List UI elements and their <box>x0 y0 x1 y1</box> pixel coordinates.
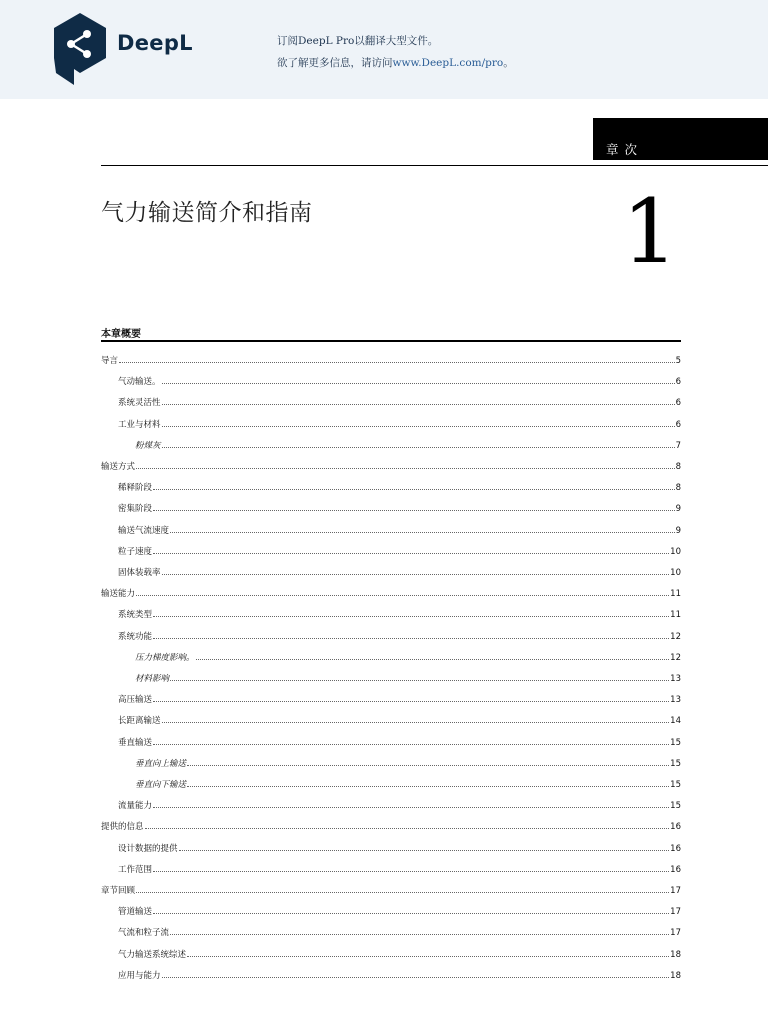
toc-entry[interactable] <box>135 437 681 451</box>
toc-entry-page: 16 <box>670 822 681 832</box>
toc-dot-leader <box>153 743 669 745</box>
promo-line-2-suffix: 。 <box>503 57 514 69</box>
toc-entry[interactable] <box>135 776 681 790</box>
toc-dot-leader <box>153 552 669 554</box>
toc-entry-page: 11 <box>670 610 681 620</box>
toc-dot-leader <box>187 955 669 957</box>
toc-entry-label: 粒子速度 <box>118 547 153 557</box>
toc-entry-label: 导言 <box>101 356 119 366</box>
toc-entry-label: 工作范围 <box>118 865 153 875</box>
toc-entry-label: 密集阶段 <box>118 504 153 514</box>
toc-entry-page: 11 <box>670 589 681 599</box>
toc-entry[interactable] <box>118 543 681 557</box>
toc-entry[interactable] <box>118 861 681 875</box>
toc-entry[interactable] <box>101 352 681 366</box>
toc-dot-leader <box>162 721 670 723</box>
toc-entry-page: 18 <box>670 950 681 960</box>
toc-entry[interactable] <box>118 946 681 960</box>
summary-rule <box>101 340 681 342</box>
toc-entry-page: 15 <box>670 738 681 748</box>
toc-entry-label: 高压输送 <box>118 695 153 705</box>
toc-dot-leader <box>145 827 670 829</box>
toc-entry[interactable] <box>135 755 681 769</box>
toc-dot-leader <box>162 446 675 448</box>
toc-dot-leader <box>196 658 670 660</box>
toc-entry[interactable] <box>135 649 681 663</box>
chapter-tab-label: 章次 <box>606 142 644 157</box>
toc-entry-label: 材料影响 <box>135 674 170 684</box>
toc-dot-leader <box>170 679 669 681</box>
toc-entry[interactable] <box>118 628 681 642</box>
toc-entry-label: 输送方式 <box>101 462 136 472</box>
toc-dot-leader <box>136 467 675 469</box>
toc-entry-label: 设计数据的提供 <box>118 844 178 854</box>
toc-entry[interactable] <box>101 458 681 472</box>
toc-dot-leader <box>153 615 669 617</box>
toc-entry-page: 6 <box>675 420 681 430</box>
toc-entry-label: 系统类型 <box>118 610 153 620</box>
toc-entry-page: 7 <box>675 441 681 451</box>
toc-entry[interactable] <box>118 564 681 578</box>
toc-dot-leader <box>153 700 669 702</box>
toc-entry-page: 15 <box>670 780 681 790</box>
toc-dot-leader <box>162 403 675 405</box>
toc-dot-leader <box>153 637 669 639</box>
toc-entry[interactable] <box>118 691 681 705</box>
toc-entry[interactable] <box>118 522 681 536</box>
toc-entry[interactable] <box>101 818 681 832</box>
toc-dot-leader <box>153 488 675 490</box>
toc-entry[interactable] <box>118 373 681 387</box>
toc-entry[interactable] <box>118 903 681 917</box>
toc-dot-leader <box>136 891 669 893</box>
toc-entry-label: 固体装载率 <box>118 568 161 578</box>
toc-entry-page: 15 <box>670 801 681 811</box>
toc-entry-label: 垂直向下输送 <box>135 780 187 790</box>
toc-entry[interactable] <box>118 416 681 430</box>
toc-entry-page: 17 <box>670 928 681 938</box>
toc-entry-label: 系统功能 <box>118 632 153 642</box>
toc-entry-page: 13 <box>670 695 681 705</box>
toc-entry-page: 17 <box>670 907 681 917</box>
toc-entry-label: 长距离输送 <box>118 716 161 726</box>
toc-entry[interactable] <box>101 882 681 896</box>
toc-entry-label: 提供的信息 <box>101 822 144 832</box>
toc-entry-page: 16 <box>670 865 681 875</box>
toc-dot-leader <box>153 509 675 511</box>
toc-entry-label: 工业与材料 <box>118 420 161 430</box>
header-rule <box>101 165 768 166</box>
toc-entry[interactable] <box>118 734 681 748</box>
deepl-wordmark: DeepL <box>117 31 193 55</box>
toc-entry-label: 管道输送 <box>118 907 153 917</box>
toc-entry-page: 13 <box>670 674 681 684</box>
toc-entry-page: 17 <box>670 886 681 896</box>
toc-entry[interactable] <box>118 479 681 493</box>
deepl-pro-link[interactable]: www.DeepL.com/pro <box>392 57 504 69</box>
toc-dot-leader <box>153 912 669 914</box>
toc-dot-leader <box>136 594 669 596</box>
toc-dot-leader <box>153 870 669 872</box>
toc-entry-page: 18 <box>670 971 681 981</box>
toc-entry-page: 12 <box>670 632 681 642</box>
toc-entry[interactable] <box>118 840 681 854</box>
toc-entry-page: 10 <box>670 547 681 557</box>
toc-dot-leader <box>162 425 675 427</box>
chapter-tab <box>593 118 768 160</box>
toc-entry[interactable] <box>118 797 681 811</box>
chapter-number: 1 <box>622 180 678 283</box>
toc-entry[interactable] <box>118 712 681 726</box>
toc-dot-leader <box>162 573 670 575</box>
toc-dot-leader <box>179 849 670 851</box>
toc-entry-label: 粉煤灰 <box>135 441 161 451</box>
toc-dot-leader <box>119 361 675 363</box>
toc-entry-page: 12 <box>670 653 681 663</box>
toc-entry-page: 16 <box>670 844 681 854</box>
toc-entry-page: 15 <box>670 759 681 769</box>
toc-dot-leader <box>170 933 669 935</box>
toc-entry-label: 气动输送。 <box>118 377 161 387</box>
toc-entry[interactable] <box>101 585 681 599</box>
toc-entry-label: 压力梯度影响。 <box>135 653 195 663</box>
toc-entry-label: 流量能力 <box>118 801 153 811</box>
toc-dot-leader <box>187 764 669 766</box>
summary-heading: 本章概要 <box>101 329 141 340</box>
chapter-title: 气力输送简介和指南 <box>101 200 313 226</box>
toc-entry-label: 稀释阶段 <box>118 483 153 493</box>
toc-entry-label: 系统灵活性 <box>118 398 161 408</box>
toc-entry-label: 垂直向上输送 <box>135 759 187 769</box>
toc-entry-label: 章节回顾 <box>101 886 136 896</box>
toc-dot-leader <box>170 531 675 533</box>
toc-entry-page: 8 <box>675 483 681 493</box>
toc-entry-page: 6 <box>675 398 681 408</box>
toc-entry-label: 垂直输送 <box>118 738 153 748</box>
toc-entry-label: 气力输送系统综述 <box>118 950 187 960</box>
toc-entry-page: 14 <box>670 716 681 726</box>
toc-entry-label: 应用与能力 <box>118 971 161 981</box>
toc-entry-page: 5 <box>675 356 681 366</box>
toc-entry[interactable] <box>118 967 681 981</box>
toc-entry[interactable] <box>118 394 681 408</box>
promo-line-1: 订阅DeepL Pro以翻译大型文件。 <box>277 35 439 47</box>
toc-entry[interactable] <box>118 606 681 620</box>
toc-entry[interactable] <box>135 670 681 684</box>
toc-entry-page: 9 <box>675 526 681 536</box>
toc-entry-page: 10 <box>670 568 681 578</box>
toc-entry-label: 输送气流速度 <box>118 526 170 536</box>
toc-entry-page: 6 <box>675 377 681 387</box>
promo-line-2-prefix: 欲了解更多信息，请访问 <box>277 57 393 69</box>
deepl-banner <box>0 0 768 99</box>
toc-entry[interactable] <box>118 924 681 938</box>
toc-dot-leader <box>162 976 670 978</box>
toc-entry-page: 8 <box>675 462 681 472</box>
toc-entry-label: 输送能力 <box>101 589 136 599</box>
toc-dot-leader <box>153 806 669 808</box>
toc-dot-leader <box>187 785 669 787</box>
toc-entry[interactable] <box>118 500 681 514</box>
toc-entry-label: 气流和粒子流 <box>118 928 170 938</box>
toc-entry-page: 9 <box>675 504 681 514</box>
promo-line-2 <box>277 55 514 70</box>
toc-dot-leader <box>162 382 675 384</box>
deepl-logo-icon <box>52 12 108 86</box>
